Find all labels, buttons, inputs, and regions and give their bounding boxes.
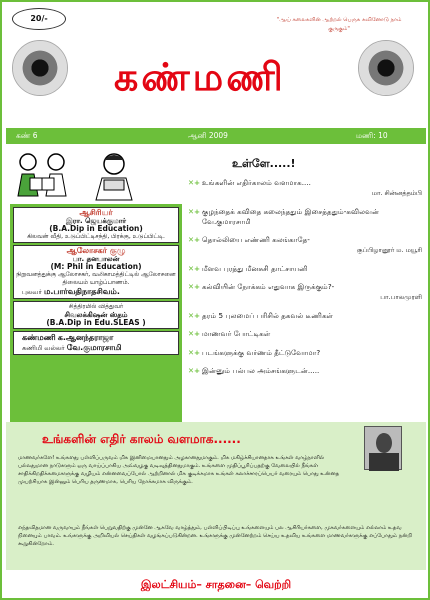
computer-row	[16, 343, 176, 353]
footer-slogan: இலட்சியம்– சாதனை– வெற்றி	[140, 578, 292, 591]
contents-item-author: பா.பாலமுரளி	[380, 293, 422, 301]
issue-date: ஆனி 2009	[188, 131, 228, 140]
contents-item-title: இன்னும் பல்பல அம்சங்களுடன்.....	[202, 366, 320, 375]
bullet-icon: ✕+	[188, 282, 201, 291]
advisor-name: பா. தனபாலன்	[72, 255, 120, 263]
article-paragraph: மாணவர்களே! உங்களது பள்ளிப்பருவம் மிக இனிமையானதும் அழகானதுமாகும். மிக மகிழ்ச்சியானதாக உங்கள் வாழ்நாளில் பல்லதுமான நாடுகளும் ஒரு வாய்ப்பாகிய அவ்வழகு வடிவுத்தினதுமாகும். உங்களை முதிப்பூரிப்பதற்கு வேலையில் நீங்கள் சாதிக்கிறதிக்கமைகளுக்கு வழியம் என்னவைப்போல் ஆற்றினால் மிக குடிக்கமாக உங்கள் கலாச்சாரப்பெயர் வரையும் பொது உன்னத முயற்சியாக இன்னும் பெரிய தருணமாக, பெரிய நோக்கமாக விருக்கும்.	[18, 455, 340, 485]
bullet-icon: ✕+	[188, 366, 201, 375]
kanmani-card	[13, 331, 179, 355]
bullet-icon: ✕+	[188, 206, 201, 216]
article-paragraph: எந்தவிதமான வருவாயும் நீங்கள் பெறுவதிற்கு முன்னே ஆகவே வாழ்த்தும், பள்ளிப்பிடிப்பு உங்களையும் பல ஆசிரியர்களை, முகவர்களையும் எல்லாம் உதவ நினையும் பாவம். உங்களுக்கு அறிவியல் செய்திகள் வழங்கப்படுகின்றன. உங்களுக்கு முன்னேற்றம் செய்ய உதவிய உங்களை மாணவர்களுக்கு எப்போதும் நன்றி கூறுகின்றோம்.	[18, 525, 413, 547]
issue-number: மணி: 10	[356, 131, 388, 140]
artist-label: சித்திரமில் வித்துவர்	[68, 303, 124, 310]
eye-icon	[358, 40, 414, 96]
contents-item	[188, 235, 422, 255]
eye-icon	[12, 40, 68, 96]
contents-item-title: மாணவர் போட்டிகள்	[202, 329, 271, 338]
contents-item	[188, 366, 422, 376]
artist-card	[13, 301, 179, 329]
editor-address: கிலவன் வீதி, உடுப்பிட்டிசந்தி, பிரக்கு, உடுப்பிட்டி.	[27, 233, 165, 240]
contents-title: உள்ளே.....!	[232, 157, 296, 170]
issue-info-bar	[6, 128, 426, 144]
photo-body	[369, 453, 399, 471]
author-photo	[364, 426, 402, 470]
contents-item	[188, 207, 422, 227]
editorial-board	[10, 204, 182, 422]
tagline: "ஆய் கலைகளின் ஆற்றல் பெருக கவினோடு நாம் குருகும்"	[276, 17, 402, 32]
computer-label: கணிமி வல்லர்	[22, 344, 65, 352]
editor-degree: (B.A.Dip in Education)	[49, 224, 143, 233]
masthead	[6, 6, 426, 118]
poet-name: ம.பார்வதிநாதசிவம்.	[43, 287, 120, 296]
kanmani-name: க.ஆனந்தராஜா	[57, 333, 114, 342]
editor-card	[13, 207, 179, 243]
bullet-icon: ✕+	[188, 235, 201, 244]
magazine-logo: கண்மணி	[114, 54, 286, 99]
advisor-role: ஆலோசகர் குழு	[66, 246, 126, 255]
advisor-address: நிறுவனத்துக்கு ஆலோசகர், வலிகாமத்திட்டில் ஆலோசனை திலையம் யாழ்ப்பாணம்.	[16, 271, 176, 286]
contents-item-title: மீளவ புரத்து மீனசுசி தாட்சாயனி	[202, 263, 308, 273]
computer-name: வே.குமாரசாமி	[66, 343, 122, 352]
contents-item	[188, 348, 422, 358]
artist-degree: (B.A.Dip in Edu.SLEAS )	[46, 318, 146, 327]
contents-item-author: குப்பிழானூர் ம. மயூரி	[356, 246, 422, 254]
contents-item-title: குழந்தைக் கவிதை கலைந்ததும் இசைத்ததும்-கவிலவன் வே.குமாரசாமி	[202, 206, 379, 226]
advisor-card	[13, 245, 179, 299]
contents-item-author: மா. சின்னத்தம்பி	[371, 189, 422, 197]
bullet-icon: ✕+	[188, 263, 201, 273]
contents-item	[188, 178, 422, 198]
contents-item-title: தரம் 5 புலமைப் பரிசில் தகவல் டீணிகள்	[202, 310, 334, 320]
photo-face	[376, 433, 392, 453]
contents-item	[188, 329, 422, 339]
contents-item-title: உங்களின் எதிர்காலம் வளமாக....	[202, 178, 311, 187]
contents-list	[188, 178, 422, 385]
poet-row	[16, 287, 176, 297]
kanmani-row	[16, 333, 176, 343]
volume-label: கண் 6	[16, 131, 38, 140]
artist-name: சிவலக்கிஷன் ஸ்தம்	[64, 311, 128, 319]
girl-with-book-illustration	[90, 150, 138, 202]
bullet-icon: ✕+	[188, 347, 201, 357]
contents-item	[188, 264, 422, 274]
price-badge: 20/-	[12, 8, 66, 30]
kanmani-label: கண்மணி	[22, 333, 56, 342]
editor-name: இரா. ஜெயக்குமார்	[65, 217, 127, 225]
bullet-icon: ✕+	[188, 329, 201, 338]
contents-item	[188, 282, 422, 302]
contents-item-title: தொல்லியை எண்ணி கலங்காதே-	[202, 235, 310, 244]
contents-item	[188, 311, 422, 321]
bullet-icon: ✕+	[188, 310, 201, 320]
advisor-degree: (M: Phil in Education)	[50, 262, 142, 271]
poet-label: புலவர்	[22, 288, 42, 296]
article-title: உங்களின் எதிர் காலம் வளமாக......	[42, 432, 241, 446]
editor-role: ஆசிரியர்	[79, 208, 113, 217]
bullet-icon: ✕+	[188, 178, 201, 187]
contents-item-title: கல்வியின் நோக்கம் எதுவாக இருக்கும்?-	[202, 282, 335, 291]
contents-item-title: படங்களுக்கு வர்ணம் தீட்டுவோமா?	[202, 347, 321, 357]
children-reading-illustration	[10, 152, 76, 198]
